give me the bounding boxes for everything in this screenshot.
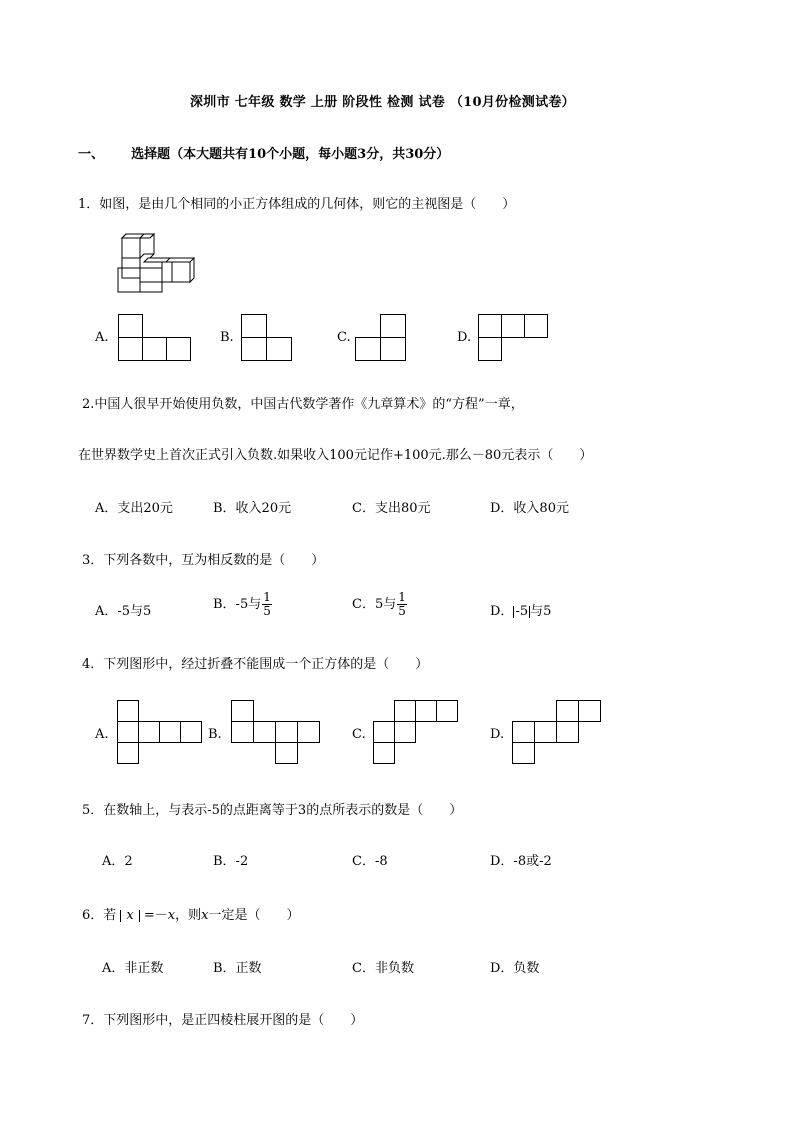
fraction-denominator: 5: [398, 604, 406, 618]
question-6-option-c[interactable]: C．非负数: [352, 961, 414, 976]
section-label: 选择题（本大题共有10个小题，每小题3分，共30分）: [131, 147, 450, 162]
question-1-option-a[interactable]: A.: [95, 330, 109, 345]
question-1-option-c[interactable]: C.: [337, 330, 351, 345]
question-4-option-c[interactable]: C.: [352, 727, 366, 742]
question-1-option-d-figure: [478, 314, 550, 362]
question-5-option-b[interactable]: B．-2: [213, 854, 249, 869]
question-1-option-b[interactable]: B.: [220, 330, 234, 345]
question-4-option-a[interactable]: A.: [95, 727, 109, 742]
question-3-option-a[interactable]: A．-5与5: [95, 604, 152, 619]
question-6-prefix: 6．若: [82, 908, 121, 923]
question-1-option-d[interactable]: D.: [457, 330, 472, 345]
question-1-solid-figure: [118, 232, 208, 294]
question-3-option-d-suffix: 与5: [530, 604, 552, 619]
question-6-option-a[interactable]: A．非正数: [102, 961, 164, 976]
question-2-option-d[interactable]: D．收入80元: [490, 501, 569, 516]
question-4-option-d[interactable]: D.: [490, 727, 505, 742]
section-heading: [78, 143, 449, 162]
question-6-equals: =－: [139, 908, 168, 923]
question-4-option-b[interactable]: B.: [208, 727, 222, 742]
question-2-option-c[interactable]: C．支出80元: [352, 501, 431, 516]
question-7-text: 7．下列图形中，是正四棱柱展开图的是（ ）: [82, 1013, 364, 1028]
question-2-text-line2: 在世界数学史上首次正式引入负数.如果收入100元记作+100元.那么－80元表示（ ）: [78, 448, 593, 463]
fraction-numerator: 1: [398, 590, 406, 604]
question-4-option-c-net: [373, 700, 461, 766]
question-1-text: 1．如图，是由几个相同的小正方体组成的几何体，则它的主视图是（ ）: [78, 197, 516, 212]
question-6-text: [82, 904, 300, 923]
question-3-option-b-prefix: B．-5与: [213, 597, 262, 612]
question-2-option-a[interactable]: A．支出20元: [95, 501, 173, 516]
question-6-suffix: 一定是（ ）: [208, 908, 300, 923]
question-6-option-b[interactable]: B．正数: [213, 961, 262, 976]
question-2-option-b[interactable]: B．收入20元: [213, 501, 292, 516]
question-1-option-c-figure: [355, 314, 410, 362]
question-4-option-a-net: [117, 700, 203, 766]
question-4-option-d-net: [512, 700, 604, 766]
question-4-option-b-net: [231, 700, 323, 766]
page-title: 深圳市 七年级 数学 上册 阶段性 检测 试卷 （10月份检测试卷）: [190, 95, 575, 110]
question-3-text: 3．下列各数中，互为相反数的是（ ）: [82, 553, 325, 568]
question-3-option-d-prefix: D．: [490, 604, 514, 619]
question-5-option-d[interactable]: D．-8或-2: [490, 854, 552, 869]
question-3-option-c-prefix: C．5与: [352, 597, 397, 612]
question-3-option-b[interactable]: [213, 591, 272, 618]
question-5-option-a[interactable]: A．2: [102, 854, 133, 869]
section-number: 一、: [78, 147, 105, 162]
question-3-option-c-fraction: [397, 591, 407, 618]
variable: x: [201, 908, 209, 923]
question-3-option-c[interactable]: [352, 591, 407, 618]
question-4-text: 4．下列图形中，经过折叠不能围成一个正方体的是（ ）: [82, 657, 429, 672]
question-1-option-b-figure: [241, 314, 296, 362]
question-5-text: 5．在数轴上，与表示-5的点距离等于3的点所表示的数是（ ）: [82, 803, 463, 818]
question-6-option-d[interactable]: D．负数: [490, 961, 540, 976]
absolute-value: x: [120, 910, 139, 922]
question-2-text-line1: 2.中国人很早开始使用负数，中国古代数学著作《九章算术》的“方程”一章，: [82, 397, 524, 412]
question-1-option-a-figure: [118, 314, 193, 362]
absolute-value: -5: [515, 604, 529, 619]
variable: x: [167, 908, 176, 923]
question-6-then: ，则: [175, 908, 202, 923]
fraction-denominator: 5: [263, 604, 271, 618]
question-3-option-d[interactable]: [490, 600, 551, 619]
question-5-option-c[interactable]: C．-8: [352, 854, 388, 869]
fraction-numerator: 1: [263, 590, 271, 604]
question-3-option-b-fraction: [262, 591, 272, 618]
